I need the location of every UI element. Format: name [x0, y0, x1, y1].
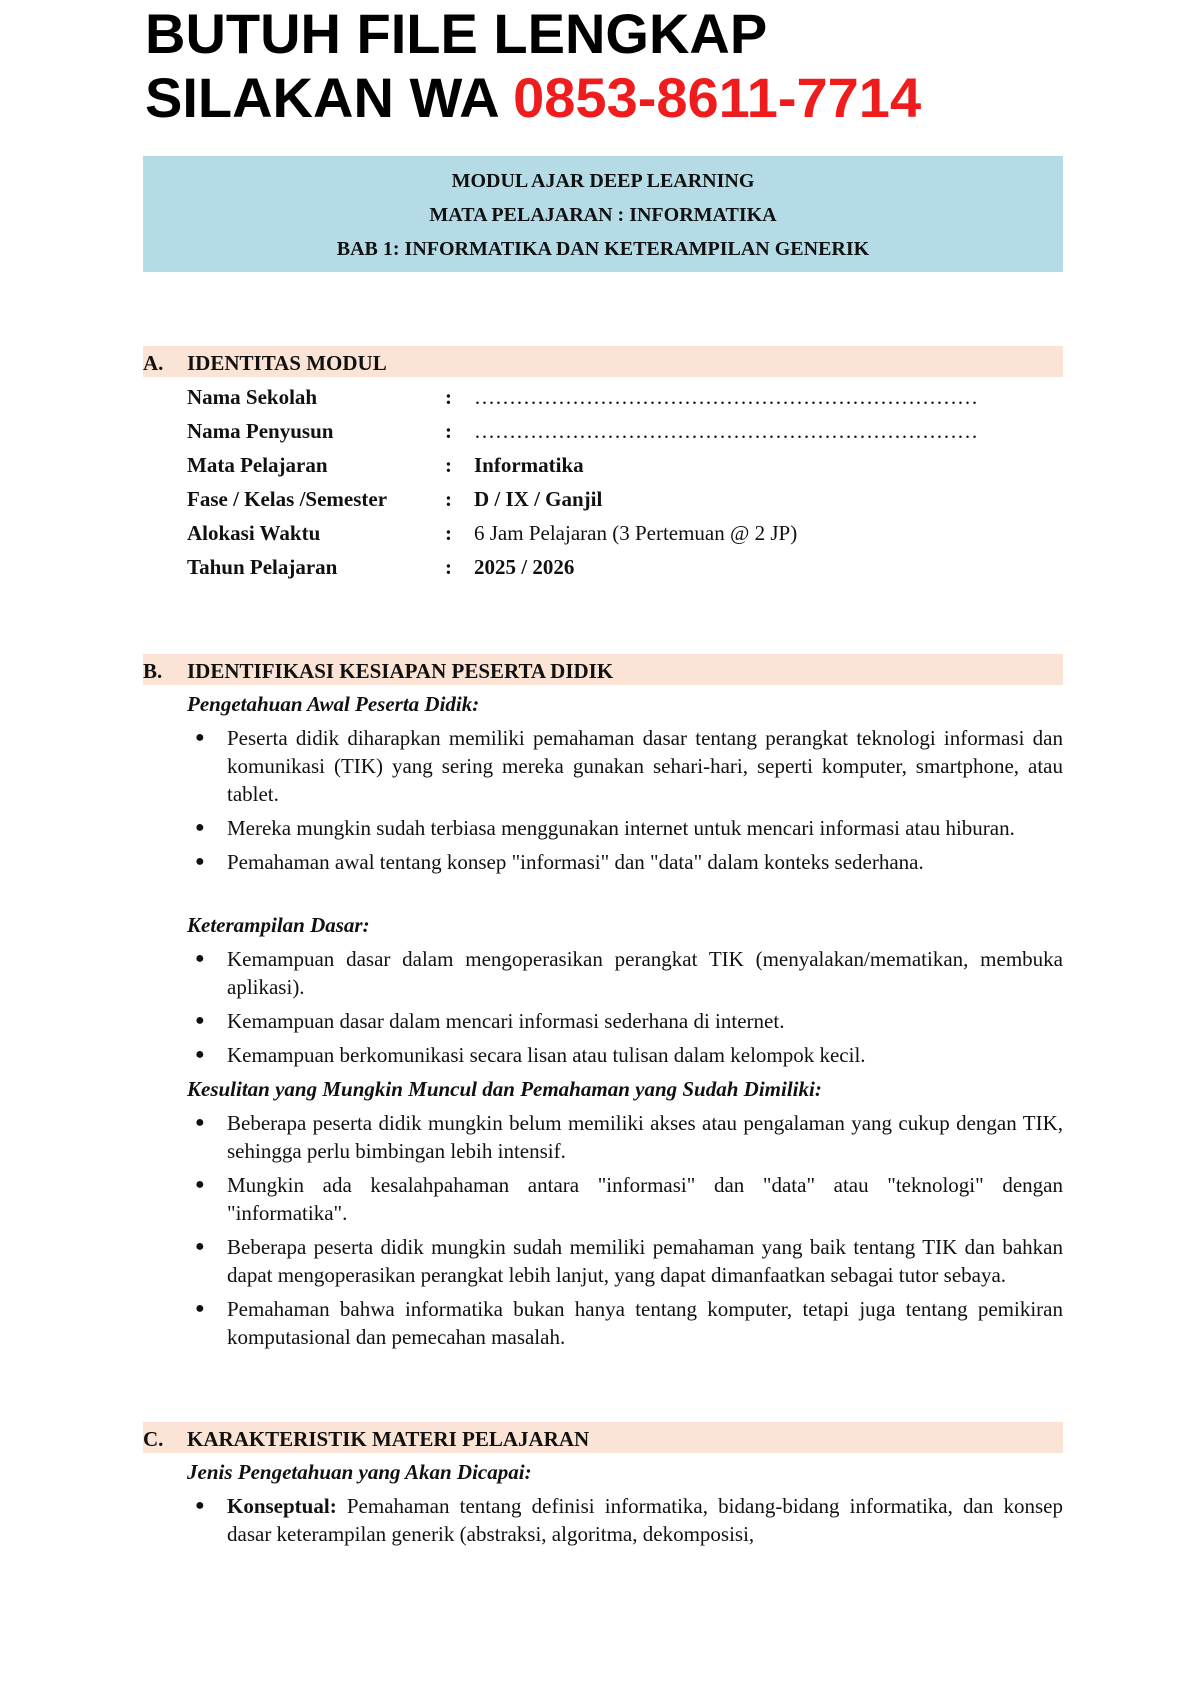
identity-label: Tahun Pelajaran — [187, 555, 338, 579]
promo-line-2 — [145, 66, 921, 130]
bullet-icon: ● — [195, 819, 205, 836]
identity-value: D / IX / Ganjil — [474, 487, 603, 511]
promo-line-1: BUTUH FILE LENGKAP — [145, 2, 768, 65]
prior-knowledge-list — [187, 724, 1063, 882]
list-item-text: Pemahaman tentang definisi informatika, bidang-bidang informatika, dan konsep dasar keterampilan generik (abstraksi, algoritma, dekomposisi, — [227, 1494, 1063, 1546]
list-item — [187, 1233, 1063, 1289]
list-item-text: Mereka mungkin sudah terbiasa menggunakan internet untuk mencari informasi atau hiburan. — [227, 816, 1015, 840]
bullet-icon: ● — [195, 1176, 205, 1193]
basic-skills-list — [187, 945, 1063, 1075]
identity-label: Fase / Kelas /Semester — [187, 487, 388, 511]
section-b-title: IDENTIFIKASI KESIAPAN PESERTA DIDIK — [187, 659, 614, 683]
list-item-text: Beberapa peserta didik mungkin sudah memiliki pemahaman yang baik tentang TIK dan bahkan dapat mengoperasikan perangkat lebih lanjut, yang dapat dimanfaatkan sebagai tutor sebaya. — [227, 1235, 1063, 1287]
subheading-prior-knowledge: Pengetahuan Awal Peserta Didik: — [187, 692, 480, 716]
list-item-text: Beberapa peserta didik mungkin belum memiliki akses atau pengalaman yang cukup dengan TIK, sehingga perlu bimbingan lebih intensif. — [227, 1111, 1063, 1163]
bullet-icon: ● — [195, 1238, 205, 1255]
section-c-heading — [143, 1422, 1063, 1453]
list-item-text: Kemampuan dasar dalam mengoperasikan perangkat TIK (menyalakan/mematikan, membuka aplikasi). — [227, 947, 1063, 999]
section-b-heading — [143, 654, 1063, 685]
bullet-icon: ● — [195, 1046, 205, 1063]
list-item — [187, 1109, 1063, 1165]
difficulties-list — [187, 1109, 1063, 1357]
subheading-basic-skills: Keterampilan Dasar: — [187, 913, 370, 937]
module-title-box — [143, 156, 1063, 272]
section-c-title: KARAKTERISTIK MATERI PELAJARAN — [187, 1427, 590, 1451]
identity-value: 6 Jam Pelajaran (3 Pertemuan @ 2 JP) — [474, 521, 798, 545]
list-item — [187, 1041, 1063, 1069]
bullet-icon: ● — [195, 853, 205, 870]
list-item-text: Kemampuan berkomunikasi secara lisan atau tulisan dalam kelompok kecil. — [227, 1043, 866, 1067]
list-item — [187, 848, 1063, 876]
identity-value: ……………………………………………………………… — [474, 385, 978, 409]
identity-colon: : — [445, 385, 452, 409]
bullet-icon: ● — [195, 1300, 205, 1317]
identity-value: Informatika — [474, 453, 584, 477]
list-item — [187, 1295, 1063, 1351]
promo-phone: 0853-8611-7714 — [513, 66, 922, 129]
list-item — [187, 1007, 1063, 1035]
list-item — [187, 945, 1063, 1001]
list-item — [187, 1492, 1063, 1548]
identity-label: Mata Pelajaran — [187, 453, 328, 477]
identity-colon: : — [445, 419, 452, 443]
bullet-icon: ● — [195, 950, 205, 967]
section-a-title: IDENTITAS MODUL — [187, 351, 387, 375]
bullet-icon: ● — [195, 1114, 205, 1131]
identity-colon: : — [445, 521, 452, 545]
identity-colon: : — [445, 555, 452, 579]
list-item-text: Peserta didik diharapkan memiliki pemahaman dasar tentang perangkat teknologi informasi dan komunikasi (TIK) yang sering mereka gunakan sehari-hari, seperti komputer, smartphone, atau tablet. — [227, 726, 1063, 806]
identity-value: ……………………………………………………………… — [474, 419, 978, 443]
list-item-text: Kemampuan dasar dalam mencari informasi sederhana di internet. — [227, 1009, 785, 1033]
bullet-icon: ● — [195, 1012, 205, 1029]
identity-value: 2025 / 2026 — [474, 555, 575, 579]
subheading-knowledge-types: Jenis Pengetahuan yang Akan Dicapai: — [187, 1460, 532, 1484]
list-item-text: Pemahaman awal tentang konsep "informasi" dan "data" dalam konteks sederhana. — [227, 850, 924, 874]
bullet-icon: ● — [195, 729, 205, 746]
identity-colon: : — [445, 487, 452, 511]
title-line-2: MATA PELAJARAN : INFORMATIKA — [429, 204, 777, 226]
identity-label: Nama Penyusun — [187, 419, 334, 443]
list-item — [187, 814, 1063, 842]
list-item-text: Mungkin ada kesalahpahaman antara "informasi" dan "data" atau "teknologi" dengan "informatika". — [227, 1173, 1063, 1225]
list-item — [187, 724, 1063, 808]
section-c-letter: C. — [143, 1427, 164, 1451]
identity-label: Nama Sekolah — [187, 385, 318, 409]
identity-label: Alokasi Waktu — [187, 521, 321, 545]
identity-colon: : — [445, 453, 452, 477]
section-b-letter: B. — [143, 659, 163, 683]
list-item-text: Pemahaman bahwa informatika bukan hanya tentang komputer, tetapi juga tentang pemikiran komputasional dan pemecahan masalah. — [227, 1297, 1063, 1349]
section-a-heading — [143, 346, 1063, 377]
bullet-icon: ● — [195, 1497, 205, 1514]
list-item — [187, 1171, 1063, 1227]
title-line-3: BAB 1: INFORMATIKA DAN KETERAMPILAN GENERIK — [336, 238, 870, 260]
knowledge-types-list — [187, 1492, 1063, 1554]
subheading-difficulties: Kesulitan yang Mungkin Muncul dan Pemahaman yang Sudah Dimiliki: — [187, 1077, 822, 1101]
title-line-1: MODUL AJAR DEEP LEARNING — [451, 170, 755, 192]
section-a-letter: A. — [143, 351, 164, 375]
list-item-label: Konseptual: — [227, 1494, 337, 1518]
promo-prefix: SILAKAN WA — [145, 66, 514, 129]
